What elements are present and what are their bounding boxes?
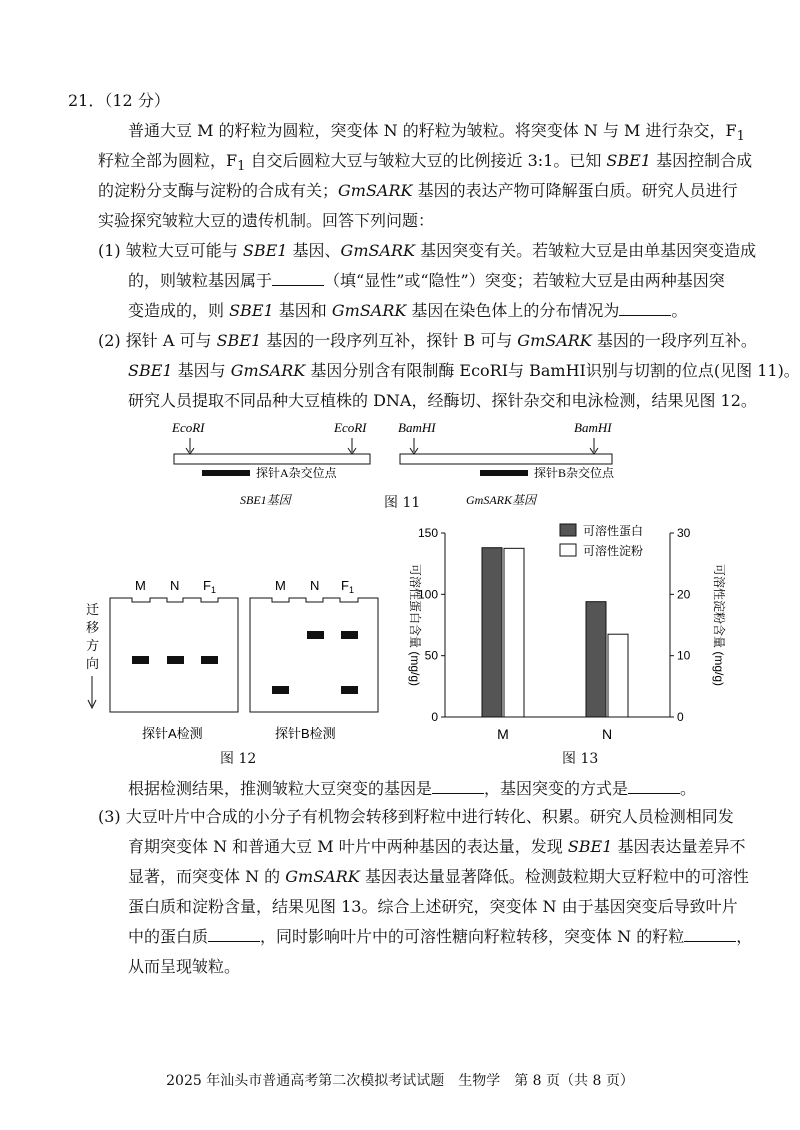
part2-line-3: 研究人员提取不同品种大豆植株的 DNA，经酶切、探针杂交和电泳检测，结果见图 12。 [128,391,757,410]
figure-11-caption: 图 11 [384,495,421,511]
bar-protein-M [482,548,502,717]
sbe1-gene-label: SBE1基因 [240,493,291,507]
direction-char-4: 向 [86,656,100,671]
gmsark-gene-label: GmSARK基因 [466,493,536,507]
intro-line-4: 实验探究皱粒大豆的遗传机制。回答下列问题： [98,211,435,230]
gel-a [110,598,238,712]
left-tick-label: 100 [417,587,438,602]
answer-blank-5[interactable] [208,927,260,942]
part1-line-2: 的，则皱粒基因属于 （填“显性”或“隐性”）突变；若皱粒大豆是由两种基因突 [128,271,725,290]
gel-b-label: 探针B检测 [275,726,336,741]
gel-b [250,598,378,712]
right-tick-label: 20 [677,587,691,602]
part3-line-4: 蛋白质和淀粉含量，结果见图 13。综合上述研究，突变体 N 由于基因突变后导致叶片 [128,897,738,916]
band-a-f1 [201,656,218,664]
intro-line-2: 籽粒全部为圆粒，$F_1$ 自交后圆粒大豆与皱粒大豆的比例接近 3:1。已知 SBE1 基因控制合成 [98,151,753,175]
probe-a-label: 探针A杂交位点 [256,466,337,480]
answer-blank-1[interactable] [272,271,324,286]
question-number: 21． [68,91,105,110]
bamhi-label-right: BamHI [574,420,612,435]
right-tick-label: 30 [677,526,691,540]
legend-label-starch: 可溶性淀粉 [583,544,644,558]
page-footer: 2025 年汕头市普通高考第二次模拟考试试题 生物学 第 8 页（共 8 页） [166,1073,634,1089]
direction-char-1: 迁 [86,602,100,617]
y-axis-left-label: 可溶性蛋白含量 (mg/g) [408,563,422,687]
sbe1-gene-bar [174,454,370,464]
band-a-n [167,656,184,664]
right-tick-label: 0 [677,710,684,724]
question-header [68,86,170,116]
bar-starch-N [608,634,628,717]
figure-12-caption: 图 12 [220,751,257,767]
probe-b-label: 探针B杂交位点 [534,466,615,480]
band-b-n [307,631,324,639]
x-category-label: N [601,726,613,742]
part2-line-1: (2) 探针 A 可与 SBE1 基因的一段序列互补，探针 B 可与 GmSARK 基因的一段序列互补。 [98,331,757,350]
left-tick-label: 150 [417,526,438,540]
probe-a-site [202,470,250,476]
y-axis-right-label: 可溶性淀粉含量 (mg/g) [712,563,726,687]
part3-line-6: 从而呈现皱粒。 [128,957,241,976]
answer-blank-2[interactable] [619,301,671,316]
gel-b-lane-n: N [310,578,320,593]
gel-a-lane-m: M [135,578,146,593]
part1-line-3: 变造成的，则 SBE1 基因和 GmSARK 基因在染色体上的分布情况为 。 [128,301,688,320]
part2-line-2: SBE1 基因与 GmSARK 基因分别含有限制酶 EcoRI与 BamHI识别与切割的位点(见图 11)。 [128,361,800,380]
direction-char-2: 移 [86,620,100,635]
bar-protein-N [586,602,606,717]
gel-a-lane-f: $F_1$ [203,578,216,595]
gel-a-label: 探针A检测 [142,726,203,741]
x-category-label: M [497,726,509,742]
band-a-m [132,656,149,664]
gel-b-lane-f: $F_1$ [341,578,354,595]
answer-blank-6[interactable] [684,927,736,942]
bar-starch-M [504,548,524,717]
intro-line-1: 普通大豆 M 的籽粒为圆粒，突变体 N 的籽粒为皱粒。将突变体 N 与 M 进行杂交，$F_1$ [128,121,745,145]
figure-12 [70,570,390,750]
part3-line-5: 中的蛋白质 ，同时影响叶片中的可溶性糖向籽粒转移，突变体 N 的籽粒 ， [128,927,753,946]
intro-line-3: 的淀粉分支酶与淀粉的合成有关；GmSARK 基因的表达产物可降解蛋白质。研究人员进行 [98,181,738,200]
ecori-label-right: EcoRI [334,420,367,435]
answer-blank-4[interactable] [628,779,680,794]
gel-a-lane-n: N [170,578,180,593]
answer-blank-3[interactable] [432,779,484,794]
part3-line-1: (3) 大豆叶片中合成的小分子有机物会转移到籽粒中进行转化、积累。研究人员检测相同发 [98,807,734,826]
direction-char-3: 方 [86,638,100,653]
part2-conclusion: 根据检测结果，推测皱粒大豆突变的基因是 ，基因突变的方式是 。 [128,779,697,798]
ecori-label-left: EcoRI [172,420,205,435]
part3-line-2: 育期突变体 N 和普通大豆 M 叶片中两种基因的表达量，发现 SBE1 基因表达量差异不 [128,837,746,856]
bamhi-label-left: BamHI [398,420,436,435]
legend-label-protein: 可溶性蛋白 [583,524,644,538]
left-tick-label: 0 [431,710,438,724]
legend-swatch-protein [560,524,576,536]
gel-b-lane-m: M [275,578,286,593]
left-tick-label: 50 [424,648,438,663]
figure-13-caption: 图 13 [562,751,599,767]
probe-b-site [480,470,528,476]
question-points: （12 分） [104,91,170,110]
legend-swatch-starch [560,544,576,556]
band-b-f1-lower [341,686,358,694]
part3-line-3: 显著，而突变体 N 的 GmSARK 基因表达量显著降低。检测鼓粒期大豆籽粒中的可溶性 [128,867,749,886]
gmsark-gene-bar [400,454,612,464]
part1-line-1: (1) 皱粒大豆可能与 SBE1 基因、GmSARK 基因突变有关。若皱粒大豆是由单基因突变造成 [98,241,757,260]
figure-13-chart [395,515,735,760]
right-tick-label: 10 [677,648,691,663]
band-b-f1-upper [341,631,358,639]
band-b-m [272,686,289,694]
